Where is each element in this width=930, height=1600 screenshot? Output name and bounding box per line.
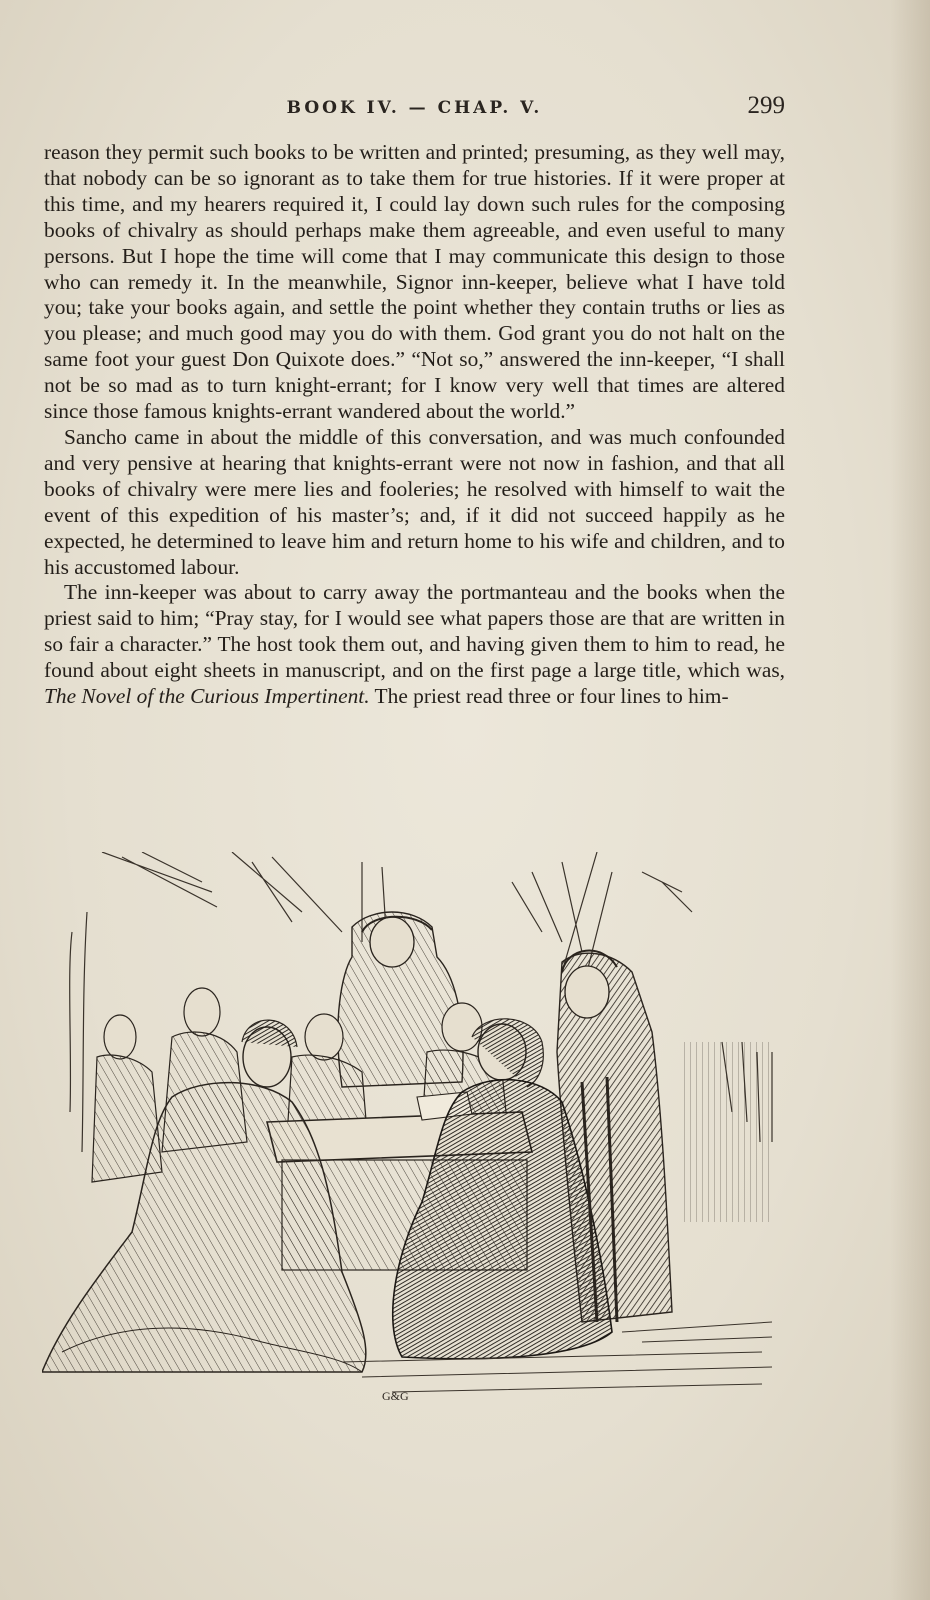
body-text <box>44 140 785 710</box>
page-number: 299 <box>747 92 785 119</box>
paragraph-2: Sancho came in about the middle of this conversation, and was much confounded and very pensive at hearing that knights-errant were not now in fashion, and that all books of chivalry were mere lies and fooleries; he resolved with himself to wait the event of this expedition of his master’s; and, if it did not succeed happily as he expected, he determined to leave him and return home to his wife and children, and to his accustomed labour. <box>44 424 785 579</box>
engraving-drawing <box>42 852 777 1412</box>
paragraph-3-end: The priest read three or four lines to him- <box>369 684 729 709</box>
page-header <box>44 92 785 128</box>
paragraph-3-text: The inn-keeper was about to carry away the portmanteau and the books when the priest said to him; “Pray stay, for I would see what papers those are that are written in so fair a character.” The host took them out, and having given them to him to read, he found about eight sheets in manuscript, and on the first page a large title, which was, <box>44 580 785 683</box>
novel-title: The Novel of the Curious Impertinent. <box>44 684 370 709</box>
running-head: BOOK IV. — CHAP. V. <box>286 98 543 118</box>
engraving-illustration <box>42 852 777 1412</box>
page-edge-shadow <box>890 0 930 1600</box>
paragraph-1: reason they permit such books to be written and printed; presuming, as they well may, that nobody can be so ignorant as to take them for true histories. If it were proper at this time, and my hearers required it, I could lay down such rules for the composing books of chivalry as should perhaps make them agreeable, and even useful to many persons. But I hope the time will come that I may communicate this design to those who can remedy it. In the meanwhile, Signor inn-keeper, believe what I have told you; take your books again, and settle the point whether they contain truths or lies as you please; and much good may you do with them. God grant you do not halt on the same foot your guest Don Quixote does.” “Not so,” answered the inn-keeper, “I shall not be so mad as to turn knight-errant; for I know very well that times are altered since those famous knights-errant wandered about the world.” <box>44 140 785 424</box>
engraver-signature: G&G <box>382 1389 409 1403</box>
paragraph-3 <box>44 580 785 710</box>
